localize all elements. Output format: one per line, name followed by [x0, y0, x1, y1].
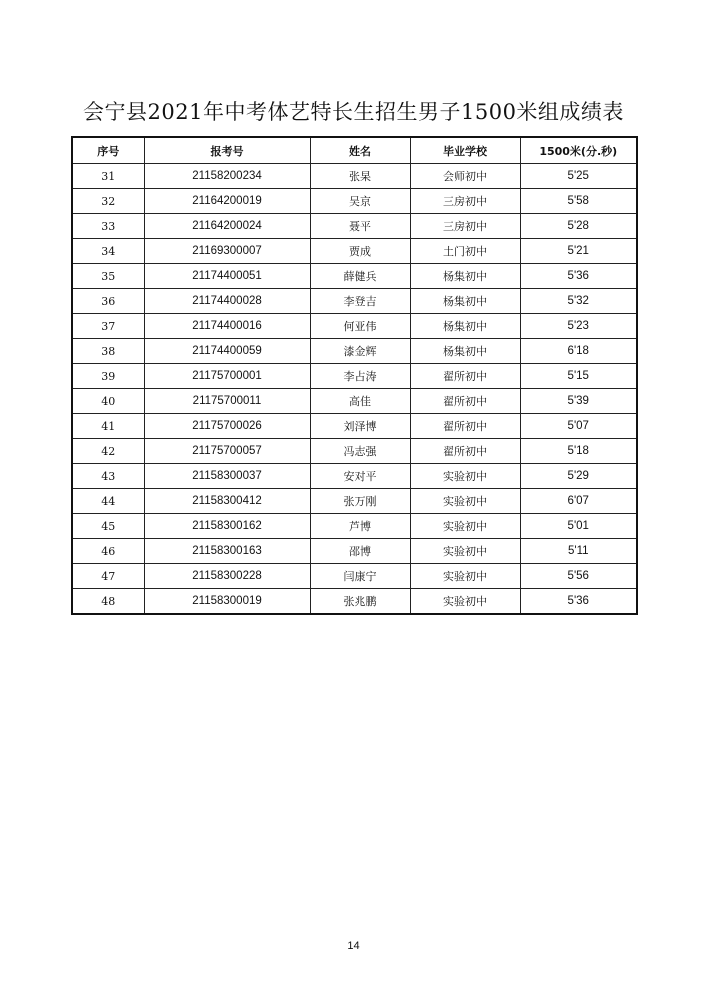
cell-seq: 36	[72, 289, 144, 314]
cell-seq: 44	[72, 489, 144, 514]
cell-name: 冯志强	[310, 439, 410, 464]
cell-school: 实验初中	[410, 514, 520, 539]
table-row	[72, 439, 637, 464]
cell-school: 实验初中	[410, 489, 520, 514]
table-row	[72, 489, 637, 514]
cell-exam-number: 21158300162	[144, 514, 310, 539]
table-row	[72, 589, 637, 615]
table-row	[72, 389, 637, 414]
cell-name: 贾成	[310, 239, 410, 264]
table-row	[72, 514, 637, 539]
header-exam-number: 报考号	[144, 137, 310, 164]
cell-seq: 40	[72, 389, 144, 414]
cell-school: 实验初中	[410, 564, 520, 589]
table-row	[72, 539, 637, 564]
cell-name: 李占涛	[310, 364, 410, 389]
cell-school: 会师初中	[410, 164, 520, 189]
cell-exam-number: 21169300007	[144, 239, 310, 264]
cell-school: 实验初中	[410, 464, 520, 489]
cell-name: 吴京	[310, 189, 410, 214]
cell-exam-number: 21158300163	[144, 539, 310, 564]
cell-seq: 43	[72, 464, 144, 489]
cell-time: 5'32	[520, 289, 637, 314]
cell-school: 杨集初中	[410, 289, 520, 314]
header-1500m-time: 1500米(分.秒)	[520, 137, 637, 164]
cell-time: 5'39	[520, 389, 637, 414]
cell-school: 三房初中	[410, 189, 520, 214]
cell-time: 5'36	[520, 589, 637, 615]
cell-seq: 42	[72, 439, 144, 464]
cell-seq: 39	[72, 364, 144, 389]
table-row	[72, 339, 637, 364]
cell-school: 翟所初中	[410, 414, 520, 439]
table-row	[72, 414, 637, 439]
cell-seq: 47	[72, 564, 144, 589]
cell-seq: 35	[72, 264, 144, 289]
cell-time: 5'25	[520, 164, 637, 189]
cell-time: 5'29	[520, 464, 637, 489]
cell-exam-number: 21174400051	[144, 264, 310, 289]
cell-name: 聂平	[310, 214, 410, 239]
table-row	[72, 314, 637, 339]
cell-exam-number: 21175700026	[144, 414, 310, 439]
cell-school: 翟所初中	[410, 439, 520, 464]
cell-exam-number: 21175700001	[144, 364, 310, 389]
cell-seq: 38	[72, 339, 144, 364]
cell-exam-number: 21158200234	[144, 164, 310, 189]
cell-school: 土门初中	[410, 239, 520, 264]
cell-time: 5'36	[520, 264, 637, 289]
header-name: 姓名	[310, 137, 410, 164]
cell-seq: 32	[72, 189, 144, 214]
cell-time: 5'01	[520, 514, 637, 539]
cell-seq: 34	[72, 239, 144, 264]
cell-name: 李登吉	[310, 289, 410, 314]
cell-name: 薛健兵	[310, 264, 410, 289]
results-table	[71, 136, 638, 615]
table-header-row	[72, 137, 637, 164]
cell-name: 张兆鹏	[310, 589, 410, 615]
cell-seq: 33	[72, 214, 144, 239]
cell-school: 实验初中	[410, 589, 520, 615]
cell-school: 三房初中	[410, 214, 520, 239]
cell-exam-number: 21174400016	[144, 314, 310, 339]
cell-school: 实验初中	[410, 539, 520, 564]
cell-time: 5'11	[520, 539, 637, 564]
cell-name: 邵博	[310, 539, 410, 564]
cell-exam-number: 21175700057	[144, 439, 310, 464]
header-seq: 序号	[72, 137, 144, 164]
cell-name: 闫康宁	[310, 564, 410, 589]
table-row	[72, 214, 637, 239]
table-row	[72, 364, 637, 389]
cell-seq: 31	[72, 164, 144, 189]
cell-name: 何亚伟	[310, 314, 410, 339]
cell-exam-number: 21164200024	[144, 214, 310, 239]
table-row	[72, 289, 637, 314]
cell-school: 杨集初中	[410, 339, 520, 364]
document-title: 会宁县2021年中考体艺特长生招生男子1500米组成绩表	[83, 100, 624, 124]
cell-school: 杨集初中	[410, 264, 520, 289]
cell-time: 5'56	[520, 564, 637, 589]
cell-seq: 48	[72, 589, 144, 615]
cell-time: 5'15	[520, 364, 637, 389]
cell-exam-number: 21175700011	[144, 389, 310, 414]
cell-name: 刘泽博	[310, 414, 410, 439]
cell-exam-number: 21158300019	[144, 589, 310, 615]
cell-exam-number: 21158300228	[144, 564, 310, 589]
table-body	[72, 164, 637, 615]
header-school: 毕业学校	[410, 137, 520, 164]
cell-time: 5'28	[520, 214, 637, 239]
cell-name: 张杲	[310, 164, 410, 189]
table-row	[72, 189, 637, 214]
cell-seq: 46	[72, 539, 144, 564]
table-row	[72, 239, 637, 264]
cell-seq: 41	[72, 414, 144, 439]
cell-time: 6'07	[520, 489, 637, 514]
cell-seq: 45	[72, 514, 144, 539]
cell-school: 翟所初中	[410, 364, 520, 389]
table-row	[72, 264, 637, 289]
cell-name: 安对平	[310, 464, 410, 489]
cell-school: 杨集初中	[410, 314, 520, 339]
cell-seq: 37	[72, 314, 144, 339]
cell-time: 5'58	[520, 189, 637, 214]
cell-school: 翟所初中	[410, 389, 520, 414]
cell-exam-number: 21174400028	[144, 289, 310, 314]
cell-name: 张万刚	[310, 489, 410, 514]
cell-exam-number: 21158300412	[144, 489, 310, 514]
cell-name: 芦博	[310, 514, 410, 539]
cell-time: 5'21	[520, 239, 637, 264]
cell-time: 5'07	[520, 414, 637, 439]
cell-time: 6'18	[520, 339, 637, 364]
cell-exam-number: 21164200019	[144, 189, 310, 214]
cell-time: 5'23	[520, 314, 637, 339]
cell-exam-number: 21174400059	[144, 339, 310, 364]
table-row	[72, 164, 637, 189]
cell-name: 高佳	[310, 389, 410, 414]
table-row	[72, 564, 637, 589]
cell-exam-number: 21158300037	[144, 464, 310, 489]
page-number: 14	[347, 940, 360, 952]
cell-time: 5'18	[520, 439, 637, 464]
table-row	[72, 464, 637, 489]
cell-name: 漆金辉	[310, 339, 410, 364]
